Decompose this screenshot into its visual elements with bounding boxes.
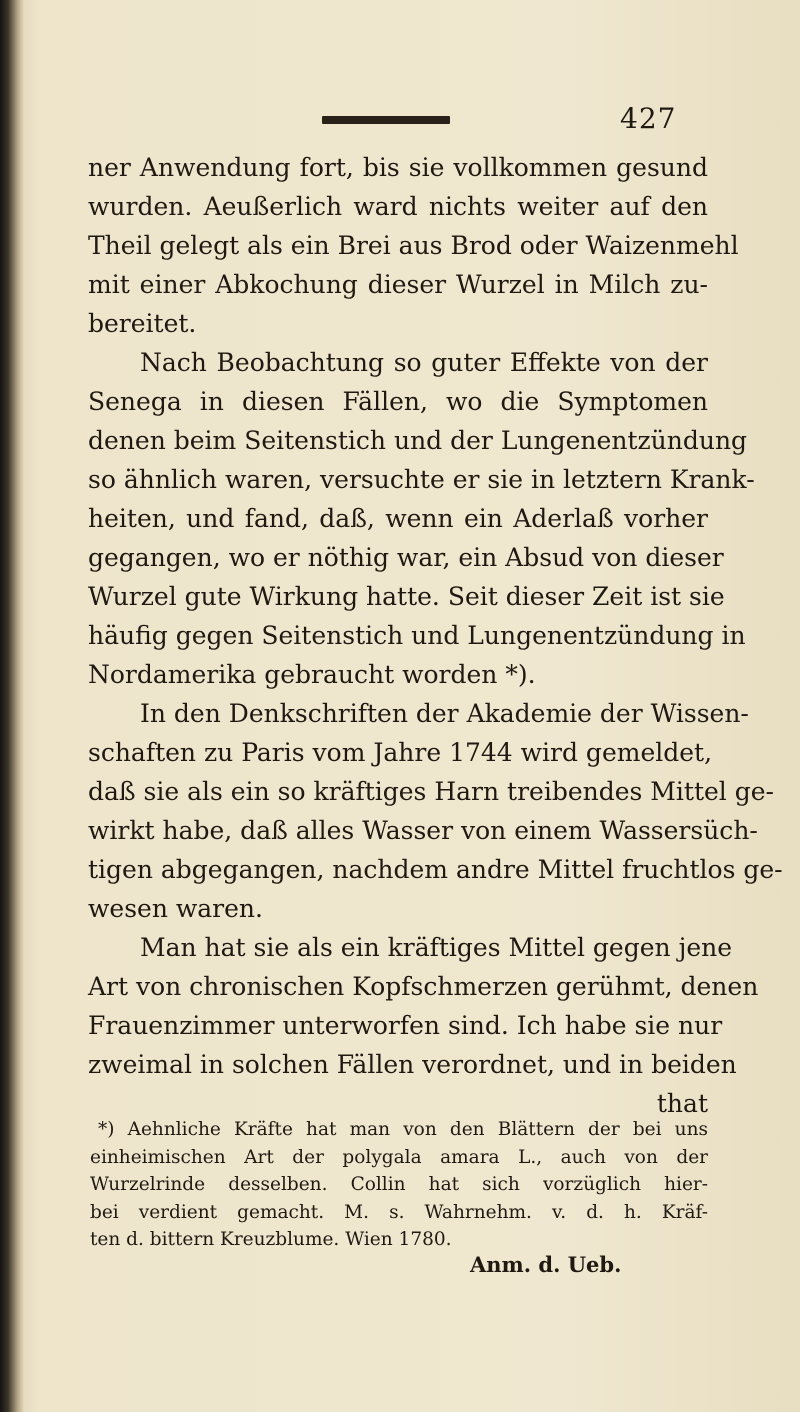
text-line: so ähnlich waren, versuchte er sie in letztern Krank- <box>88 465 755 494</box>
footnote-line: *) Aehnliche Kräfte hat man von den Blättern der bei uns <box>98 1119 708 1140</box>
header-rule <box>322 116 450 124</box>
text-line: zweimal in solchen Fällen verordnet, und in beiden <box>88 1050 737 1079</box>
text-line: bereitet. <box>88 309 197 338</box>
text-line: daß sie als ein so kräftiges Harn treibendes Mittel ge- <box>88 777 774 806</box>
text-line: tigen abgegangen, nachdem andre Mittel fruchtlos ge- <box>88 855 783 884</box>
text-line: denen beim Seitenstich und der Lungenentzündung <box>88 426 748 455</box>
text-line: Senega in diesen Fällen, wo die Symptomen <box>88 387 708 416</box>
catchword: that <box>656 1089 708 1118</box>
text-line: Theil gelegt als ein Brei aus Brod oder Waizenmehl <box>88 231 739 260</box>
paragraph-start-line: Man hat sie als ein kräftiges Mittel gegen jene <box>140 933 733 962</box>
footnote-line: bei verdient gemacht. M. s. Wahrnehm. v. d. h. Kräf- <box>90 1201 708 1223</box>
text-line: heiten, und fand, daß, wenn ein Aderlaß vorher <box>88 504 708 533</box>
text-line: gegangen, wo er nöthig war, ein Absud von dieser <box>88 543 724 572</box>
book-spine-shadow <box>0 0 24 1412</box>
text-line: Art von chronischen Kopfschmerzen gerühmt, denen <box>88 972 759 1001</box>
footnote-line: einheimischen Art der polygala amara L., auch von der <box>90 1146 708 1168</box>
text-line: Nordamerika gebraucht worden *). <box>88 660 536 689</box>
text-line: Frauenzimmer unterworfen sind. Ich habe sie nur <box>88 1011 723 1040</box>
body-text <box>88 148 783 1123</box>
page-number: 427 <box>620 102 677 135</box>
footnote <box>90 1116 708 1254</box>
footnote-line: Wurzelrinde desselben. Collin hat sich vorzüglich hier- <box>90 1174 708 1195</box>
text-line: wirkt habe, daß alles Wasser von einem Wassersüch- <box>88 816 758 845</box>
paragraph-start-line: Nach Beobachtung so guter Effekte von der <box>140 348 708 377</box>
text-line: ner Anwendung fort, bis sie vollkommen gesund <box>88 153 708 182</box>
text-line: häufig gegen Seitenstich und Lungenentzündung in <box>88 621 746 650</box>
translator-note-signature: Anm. d. Ueb. <box>470 1252 622 1277</box>
text-line: schaften zu Paris vom Jahre 1744 wird gemeldet, <box>88 738 713 767</box>
text-line: Wurzel gute Wirkung hatte. Seit dieser Zeit ist sie <box>88 582 725 611</box>
text-line: mit einer Abkochung dieser Wurzel in Milch zu- <box>88 270 708 299</box>
text-line: wurden. Aeußerlich ward nichts weiter auf den <box>88 192 708 221</box>
paragraph-start-line: In den Denkschriften der Akademie der Wissen- <box>140 699 749 728</box>
text-line: wesen waren. <box>88 894 263 923</box>
footnote-line: ten d. bittern Kreuzblume. Wien 1780. <box>90 1229 452 1250</box>
